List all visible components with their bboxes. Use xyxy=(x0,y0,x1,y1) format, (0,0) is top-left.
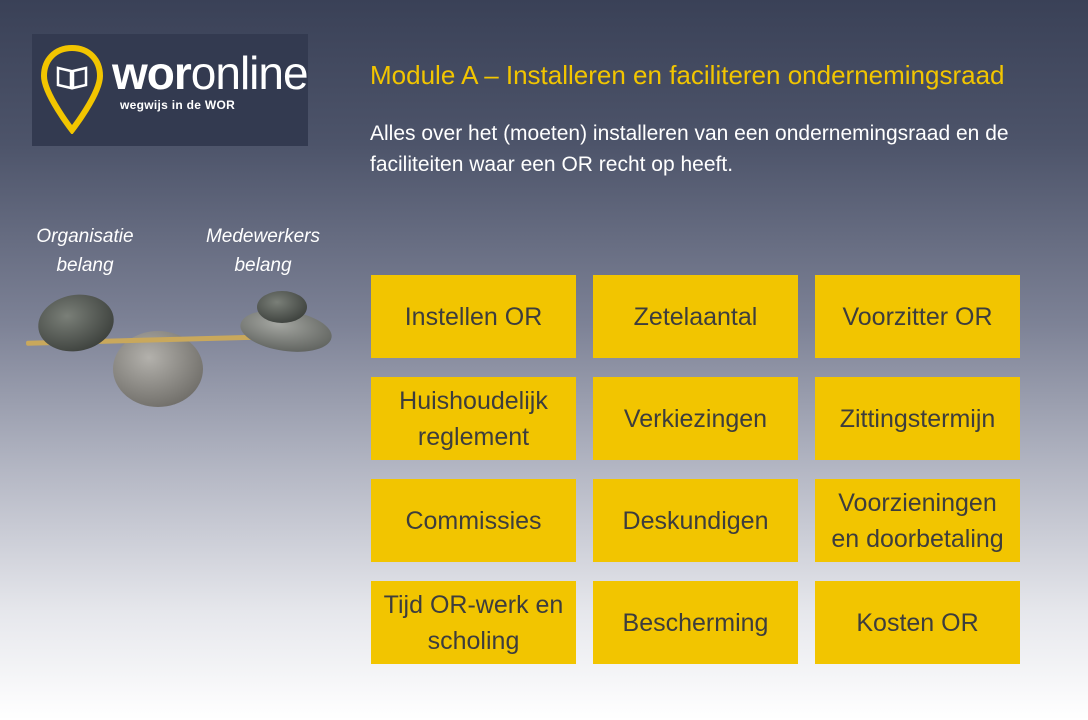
map-pin-book-icon xyxy=(40,44,104,134)
page-subtitle: Alles over het (moeten) installeren van een ondernemingsraad en de faciliteiten waar een OR recht op heeft. xyxy=(370,122,1009,176)
logo-tagline: wegwijs in de WOR xyxy=(120,98,236,112)
tile-zittingstermijn[interactable]: Zittingstermijn xyxy=(815,377,1020,460)
tile-instellen-or[interactable]: Instellen OR xyxy=(371,275,576,358)
tile-tijd-or-werk-scholing[interactable]: Tijd OR-werk en scholing xyxy=(371,581,576,664)
page-title: Module A – Installeren en faciliteren ondernemingsraad xyxy=(370,60,1005,90)
tile-commissies[interactable]: Commissies xyxy=(371,479,576,562)
tile-zetelaantal[interactable]: Zetelaantal xyxy=(593,275,798,358)
tile-voorzieningen-doorbetaling[interactable]: Voorzieningen en doorbetaling xyxy=(815,479,1020,562)
module-topics-grid xyxy=(371,275,1020,664)
tile-huishoudelijk-reglement[interactable]: Huishoudelijk reglement xyxy=(371,377,576,460)
tile-deskundigen[interactable]: Deskundigen xyxy=(593,479,798,562)
tile-verkiezingen[interactable]: Verkiezingen xyxy=(593,377,798,460)
logo-wordmark: woronline xyxy=(112,47,308,99)
organisatie-belang-label: Organisatie belang xyxy=(36,226,134,276)
medewerkers-belang-label: Medewerkers belang xyxy=(205,226,321,276)
tile-bescherming[interactable]: Bescherming xyxy=(593,581,798,664)
woronline-logo xyxy=(32,34,308,146)
balancing-stones-image xyxy=(20,285,340,415)
tile-voorzitter-or[interactable]: Voorzitter OR xyxy=(815,275,1020,358)
tile-kosten-or[interactable]: Kosten OR xyxy=(815,581,1020,664)
